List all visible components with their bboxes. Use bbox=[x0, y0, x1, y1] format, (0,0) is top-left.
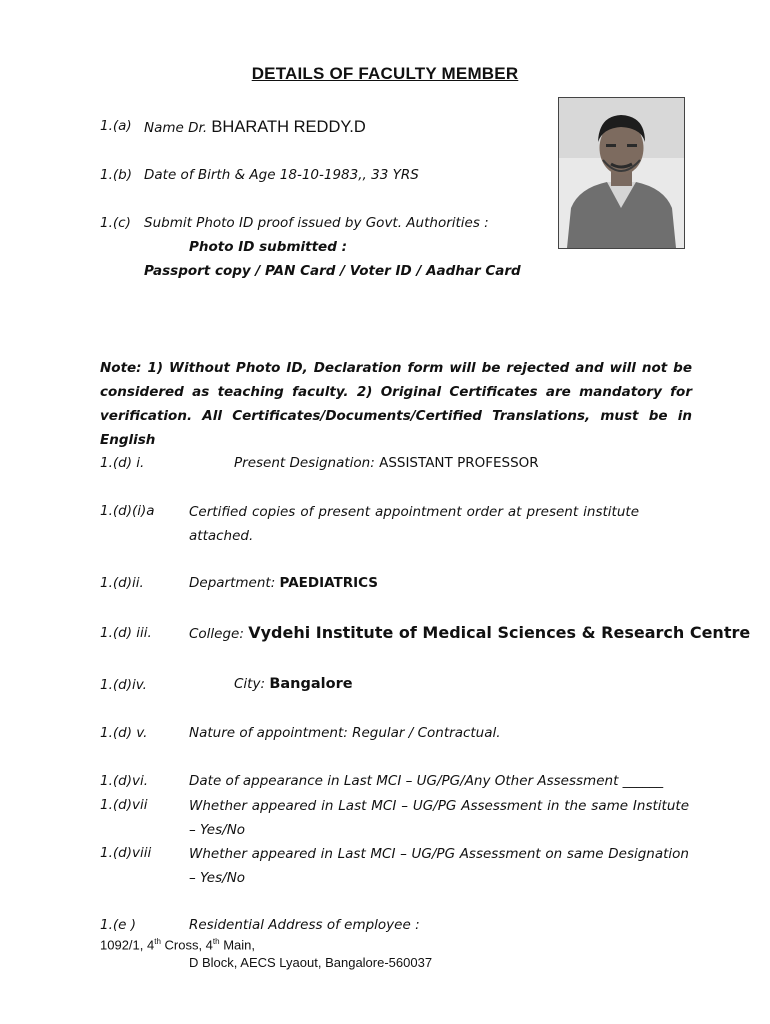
page-title: DETAILS OF FACULTY MEMBER bbox=[251, 64, 519, 83]
item-number-college: 1.(d) iii. bbox=[100, 625, 152, 641]
item-number-city: 1.(d)iv. bbox=[100, 677, 147, 693]
city-label: City: bbox=[234, 676, 266, 692]
item-number-dob: 1.(b) bbox=[100, 167, 132, 183]
residential-address-label: Residential Address of employee : bbox=[189, 917, 420, 933]
item-number-photo-id: 1.(c) bbox=[100, 215, 131, 231]
address-line-1: 1092/1, 4th Cross, 4th Main, bbox=[100, 937, 255, 953]
department-label: Department: bbox=[189, 575, 276, 591]
portrait-image bbox=[559, 98, 684, 248]
date-of-appearance: Date of appearance in Last MCI – UG/PG/Any Other Assessment ______ bbox=[189, 773, 664, 789]
city-field bbox=[234, 676, 353, 692]
certified-copies-text: Certified copies of present appointment order at present institute attached. bbox=[189, 504, 639, 544]
photo-id-label: Submit Photo ID proof issued by Govt. Authorities : bbox=[144, 215, 489, 231]
college-label: College: bbox=[189, 626, 244, 642]
same-designation-question: Whether appeared in Last MCI – UG/PG Assessment on same Designation – Yes/No bbox=[189, 846, 689, 886]
city-value: Bangalore bbox=[269, 676, 353, 692]
photo-id-documents: Passport copy / PAN Card / Voter ID / Aadhar Card bbox=[144, 263, 521, 279]
item-number-nature: 1.(d) v. bbox=[100, 725, 148, 741]
item-number-name: 1.(a) bbox=[100, 118, 132, 134]
designation-field bbox=[234, 455, 539, 471]
designation-value: ASSISTANT PROFESSOR bbox=[379, 455, 539, 471]
photo-id-submitted: Photo ID submitted : bbox=[189, 239, 347, 255]
address-line-2: D Block, AECS Lyaout, Bangalore-560037 bbox=[189, 955, 433, 970]
item-number-designation: 1.(d) i. bbox=[100, 455, 145, 471]
dob-age-field: Date of Birth & Age 18-10-1983,, 33 YRS bbox=[144, 167, 419, 183]
item-number-department: 1.(d)ii. bbox=[100, 575, 144, 591]
item-number-same-designation: 1.(d)viii bbox=[100, 845, 152, 861]
nature-of-appointment: Nature of appointment: Regular / Contractual. bbox=[189, 725, 501, 741]
note-paragraph: Note: 1) Without Photo ID, Declaration form will be rejected and will not be considered as teaching faculty. 2) Original Certificates are mandatory for verification. All Certificates/Documents/Certified Translations, must be in English bbox=[100, 360, 692, 448]
item-number-residential: 1.(e ) bbox=[100, 917, 137, 933]
department-field bbox=[189, 575, 378, 591]
designation-label: Present Designation: bbox=[234, 455, 375, 471]
item-number-appearance: 1.(d)vi. bbox=[100, 773, 149, 789]
faculty-photo bbox=[558, 97, 685, 249]
college-field bbox=[189, 623, 750, 642]
item-number-same-institute: 1.(d)vii bbox=[100, 797, 148, 813]
same-institute-question: Whether appeared in Last MCI – UG/PG Assessment in the same Institute – Yes/No bbox=[189, 798, 689, 838]
name-value: BHARATH REDDY.D bbox=[211, 118, 366, 136]
name-label: Name Dr. bbox=[144, 120, 208, 136]
college-value: Vydehi Institute of Medical Sciences & Research Centre bbox=[248, 623, 751, 642]
name-field bbox=[144, 118, 366, 137]
department-value: PAEDIATRICS bbox=[279, 575, 379, 591]
item-number-certified: 1.(d)(i)a bbox=[100, 503, 155, 519]
